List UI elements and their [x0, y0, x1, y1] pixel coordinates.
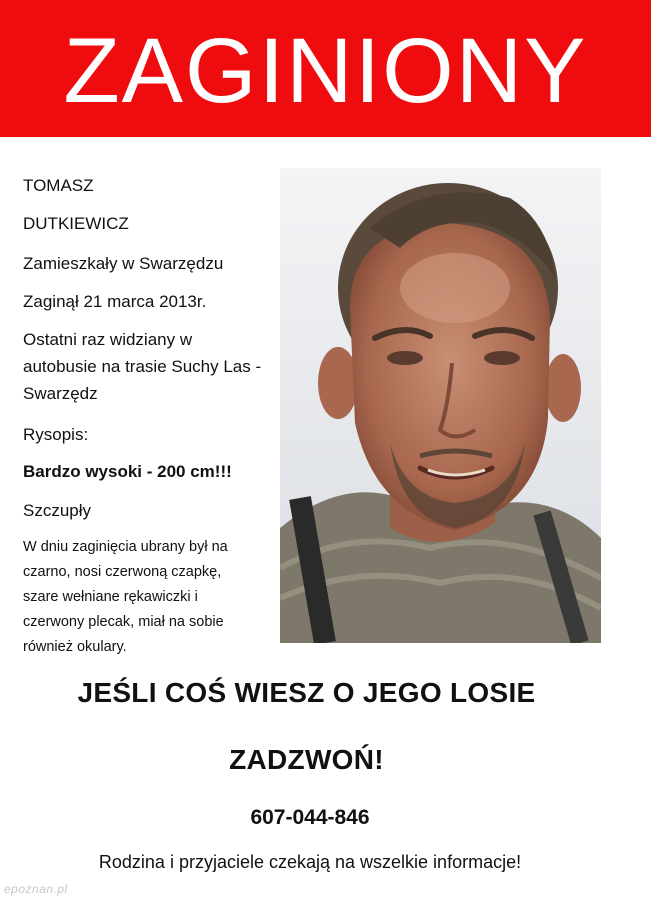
- last-seen-line: Swarzędz: [23, 384, 98, 403]
- missing-date: Zaginął 21 marca 2013r.: [23, 292, 207, 311]
- last-name: DUTKIEWICZ: [23, 214, 129, 233]
- headline-line1: JEŚLI COŚ WIESZ O JEGO LOSIE: [77, 677, 536, 708]
- clothing-line: czerwony plecak, miał na sobie: [23, 614, 224, 630]
- last-seen-line: Ostatni raz widziany w: [23, 330, 193, 349]
- footer-text: Rodzina i przyjaciele czekają na wszelkie informacje!: [98, 852, 522, 872]
- clothing-line: czarno, nosi czerwoną czapkę,: [23, 564, 222, 580]
- last-seen-line: autobusie na trasie Suchy Las -: [23, 357, 262, 376]
- first-name: TOMASZ: [23, 176, 94, 195]
- phone-number: 607-044-846: [250, 806, 370, 829]
- last-seen: [23, 326, 283, 407]
- clothing-line: W dniu zaginięcia ubrany był na: [23, 539, 228, 555]
- height-text: Bardzo wysoki - 200 cm!!!: [23, 462, 232, 481]
- build-text: Szczupły: [23, 501, 92, 520]
- header-banner: [0, 0, 651, 137]
- portrait-photo: [280, 168, 601, 643]
- clothing-line: również okulary.: [23, 639, 127, 655]
- clothing-description: [23, 535, 283, 660]
- residence: Zamieszkały w Swarzędzu: [23, 254, 224, 273]
- watermark: epoznan.pl: [4, 882, 68, 896]
- description-label: Rysopis:: [23, 425, 89, 444]
- headline-line2: ZADZWOŃ!: [229, 744, 384, 775]
- clothing-line: szare wełniane rękawiczki i: [23, 589, 198, 605]
- banner-title: ZAGINIONY: [63, 19, 588, 122]
